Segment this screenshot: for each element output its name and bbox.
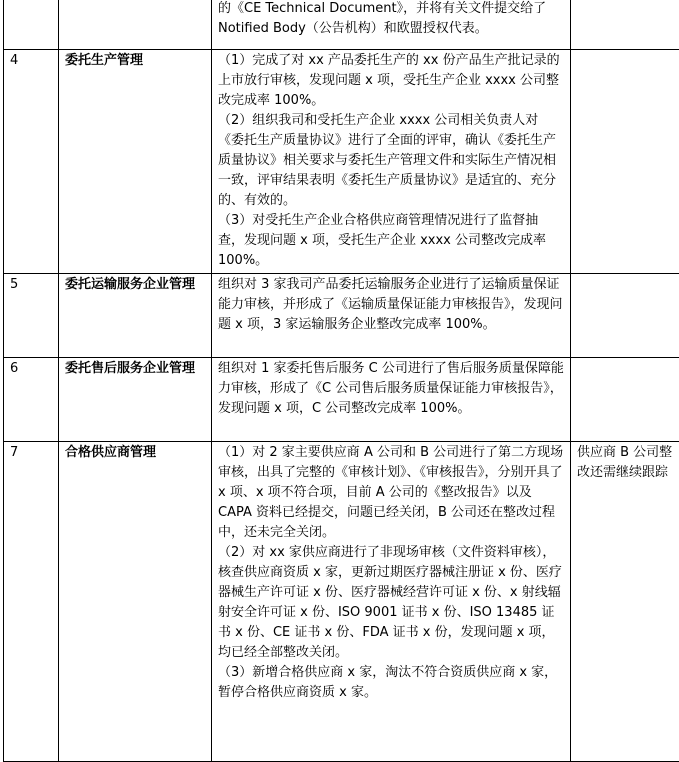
remark — [571, 358, 679, 442]
table-row — [4, 274, 679, 358]
table-row — [4, 442, 679, 762]
row-number: 6 — [4, 358, 59, 442]
remark — [571, 274, 679, 358]
description-paragraph: 的《CE Technical Document》，并将有关文件提交给了 Notified Body（公告机构）和欧盟授权代表。 — [218, 0, 564, 39]
remark — [571, 50, 679, 274]
row-number: 7 — [4, 442, 59, 762]
description-paragraph: （3）新增合格供应商 x 家，淘汰不符合资质供应商 x 家，暂停合格供应商资质 x 家。 — [218, 663, 564, 703]
row-number — [4, 0, 59, 50]
remark — [571, 0, 679, 50]
item-name: 委托售后服务企业管理 — [59, 358, 212, 442]
description-paragraph: （3）对受托生产企业合格供应商管理情况进行了监督抽查，发现问题 x 项，受托生产企业 xxxx 公司整改完成率 100%。 — [218, 211, 564, 271]
row-number: 5 — [4, 274, 59, 358]
item-name: 委托运输服务企业管理 — [59, 274, 212, 358]
work-description — [212, 0, 571, 50]
work-description — [212, 358, 571, 442]
work-description — [212, 442, 571, 762]
description-paragraph: 组织对 3 家我司产品委托运输服务企业进行了运输质量保证能力审核，并形成了《运输质量保证能力审核报告》，发现问题 x 项，3 家运输服务企业整改完成率 100%。 — [218, 275, 564, 335]
table-row — [4, 0, 679, 50]
table-row — [4, 358, 679, 442]
item-name: 委托生产管理 — [59, 50, 212, 274]
item-name: 合格供应商管理 — [59, 442, 212, 762]
description-paragraph: （2）组织我司和受托生产企业 xxxx 公司相关负责人对《委托生产质量协议》进行了全面的评审，确认《委托生产质量协议》相关要求与委托生产管理文件和实际生产情况相一致，评审结果表明《委托生产质量协议》是适宜的、充分的、有效的。 — [218, 111, 564, 211]
table-row — [4, 50, 679, 274]
description-paragraph: （1）完成了对 xx 产品委托生产的 xx 份产品生产批记录的上市放行审核，发现问题 x 项，受托生产企业 xxxx 公司整改完成率 100%。 — [218, 51, 564, 111]
description-paragraph: （1）对 2 家主要供应商 A 公司和 B 公司进行了第二方现场审核，出具了完整的《审核计划》、《审核报告》，分别开具了 x 项、x 项不符合项，目前 A 公司的《整改报告》以及 CAPA 资料已经提交，问题已经关闭，B 公司还在整改过程中，还未完全关闭。 — [218, 443, 564, 543]
remark: 供应商 B 公司整改还需继续跟踪 — [571, 442, 679, 762]
work-summary-table — [3, 0, 679, 762]
description-paragraph: （2）对 xx 家供应商进行了非现场审核（文件资料审核），核查供应商资质 x 家，更新过期医疗器械注册证 x 份、医疗器械生产许可证 x 份、医疗器械经营许可证 x 份、x 射线辐射安全许可证 x 份、ISO 9001 证书 x 份、ISO 13485 证书 x 份、CE 证书 x 份、FDA 证书 x 份，发现问题 x 项，均已经全部整改关闭。 — [218, 543, 564, 663]
work-description — [212, 274, 571, 358]
row-number: 4 — [4, 50, 59, 274]
table-body — [4, 0, 679, 762]
description-paragraph: 组织对 1 家委托售后服务 C 公司进行了售后服务质量保障能力审核，形成了《C 公司售后服务质量保证能力审核报告》，发现问题 x 项，C 公司整改完成率 100%。 — [218, 359, 564, 419]
work-description — [212, 50, 571, 274]
item-name — [59, 0, 212, 50]
